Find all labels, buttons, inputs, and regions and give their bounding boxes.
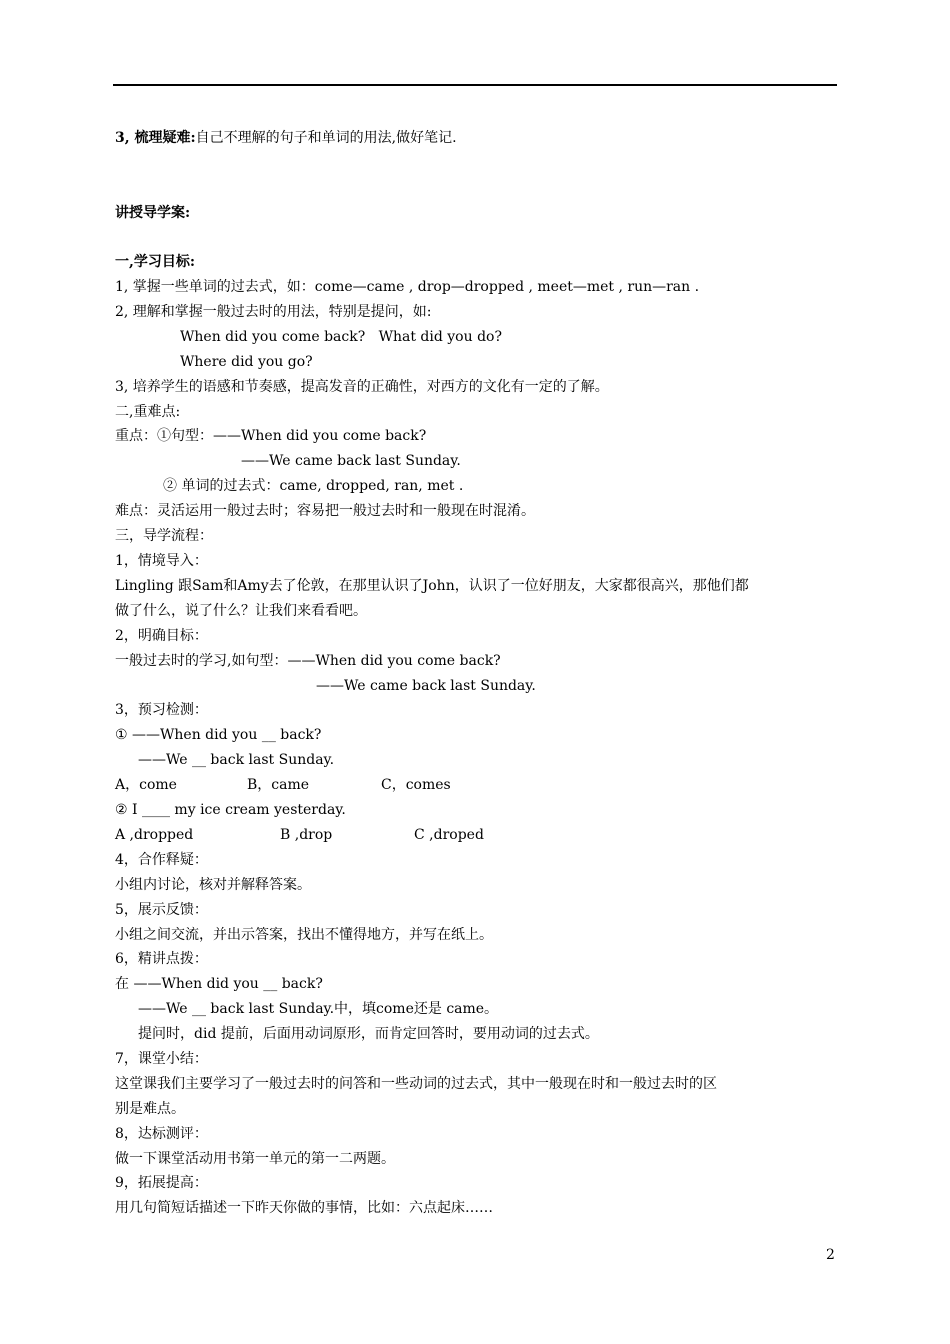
step3-heading: 3，预习检测： (115, 702, 208, 718)
step2-text-a: 一般过去时的学习,如句型：——When did you come back? (115, 653, 501, 669)
sec1-item1: 1, 掌握一些单词的过去式，如：come—came , drop—dropped , meet—met , run—ran . (115, 279, 700, 295)
step6-text-c: 提问时，did 提前，后面用动词原形，而肯定回答时，要用动词的过去式。 (138, 1026, 599, 1042)
doc-title: 讲授导学案: (115, 205, 191, 221)
sec2-key1: 重点：①句型：——When did you come back? (115, 428, 427, 444)
quiz1-option-c: C，comes (381, 777, 451, 793)
step6-text-a: 在 ——When did you __ back? (115, 976, 323, 992)
sec1-example2: Where did you go? (180, 354, 313, 370)
sec1-item3: 3, 培养学生的语感和节奏感，提高发音的正确性，对西方的文化有一定的了解。 (115, 379, 609, 395)
step6-text-b: ——We __ back last Sunday.中，填come还是 came。 (138, 1001, 499, 1017)
step1-text-b: 做了什么，说了什么？让我们来看看吧。 (115, 603, 367, 619)
step9-heading: 9，拓展提高： (115, 1175, 208, 1191)
quiz2-question: ② I ____ my ice cream yesterday. (115, 802, 346, 818)
sec2-key1-answer: ——We came back last Sunday. (241, 453, 461, 469)
sec1-example1: When did you come back? What did you do? (180, 329, 502, 345)
step2-text-b: ——We came back last Sunday. (316, 678, 536, 694)
step1-text-a: Lingling 跟Sam和Amy去了伦敦，在那里认识了John，认识了一位好朋友，大家都很高兴，那他们都 (115, 578, 749, 594)
step8-heading: 8，达标测评： (115, 1126, 208, 1142)
quiz2-option-b: B ,drop (280, 827, 333, 843)
quiz1-option-b: B，came (247, 777, 310, 793)
sec2-difficulty: 难点：灵活运用一般过去时；容易把一般过去时和一般现在时混淆。 (115, 503, 535, 519)
step7-text-b: 别是难点。 (115, 1101, 185, 1117)
sec2-key2: ② 单词的过去式：came, dropped, ran, met . (163, 478, 464, 494)
quiz2-option-a: A ,dropped (115, 827, 194, 843)
step9-text: 用几句简短话描述一下昨天你做的事情，比如：六点起床…… (115, 1200, 493, 1216)
step3-line (115, 128, 457, 148)
step5-heading: 5，展示反馈： (115, 902, 208, 918)
step6-heading: 6，精讲点拨： (115, 951, 208, 967)
quiz2-option-c: C ,droped (414, 827, 484, 843)
quiz1-question: ① ——When did you __ back? (115, 727, 322, 743)
step4-heading: 4，合作释疑： (115, 852, 208, 868)
sec3-heading: 三，导学流程： (115, 528, 213, 544)
sec1-item2: 2, 理解和掌握一般过去时的用法，特别是提问，如: (115, 304, 432, 320)
quiz1-option-a: A，come (115, 777, 177, 793)
step3-label: 3, 梳理疑难: (115, 130, 196, 146)
step8-text: 做一下课堂活动用书第一单元的第一二两题。 (115, 1151, 395, 1167)
header-rule (113, 84, 837, 86)
step7-heading: 7，课堂小结： (115, 1051, 208, 1067)
sec2-heading: 二,重难点: (115, 404, 181, 420)
step1-heading: 1，情境导入： (115, 553, 208, 569)
page-number: 2 (826, 1247, 835, 1263)
quiz1-answer-line: ——We __ back last Sunday. (138, 752, 335, 768)
step5-text: 小组之间交流，并出示答案，找出不懂得地方，并写在纸上。 (115, 927, 493, 943)
step2-heading: 2，明确目标： (115, 628, 208, 644)
sec1-heading: 一,学习目标: (115, 254, 196, 270)
step4-text: 小组内讨论，核对并解释答案。 (115, 877, 311, 893)
step7-text-a: 这堂课我们主要学习了一般过去时的问答和一些动词的过去式，其中一般现在时和一般过去时的区 (115, 1076, 717, 1092)
step3-text: 自己不理解的句子和单词的用法,做好笔记. (195, 130, 457, 146)
